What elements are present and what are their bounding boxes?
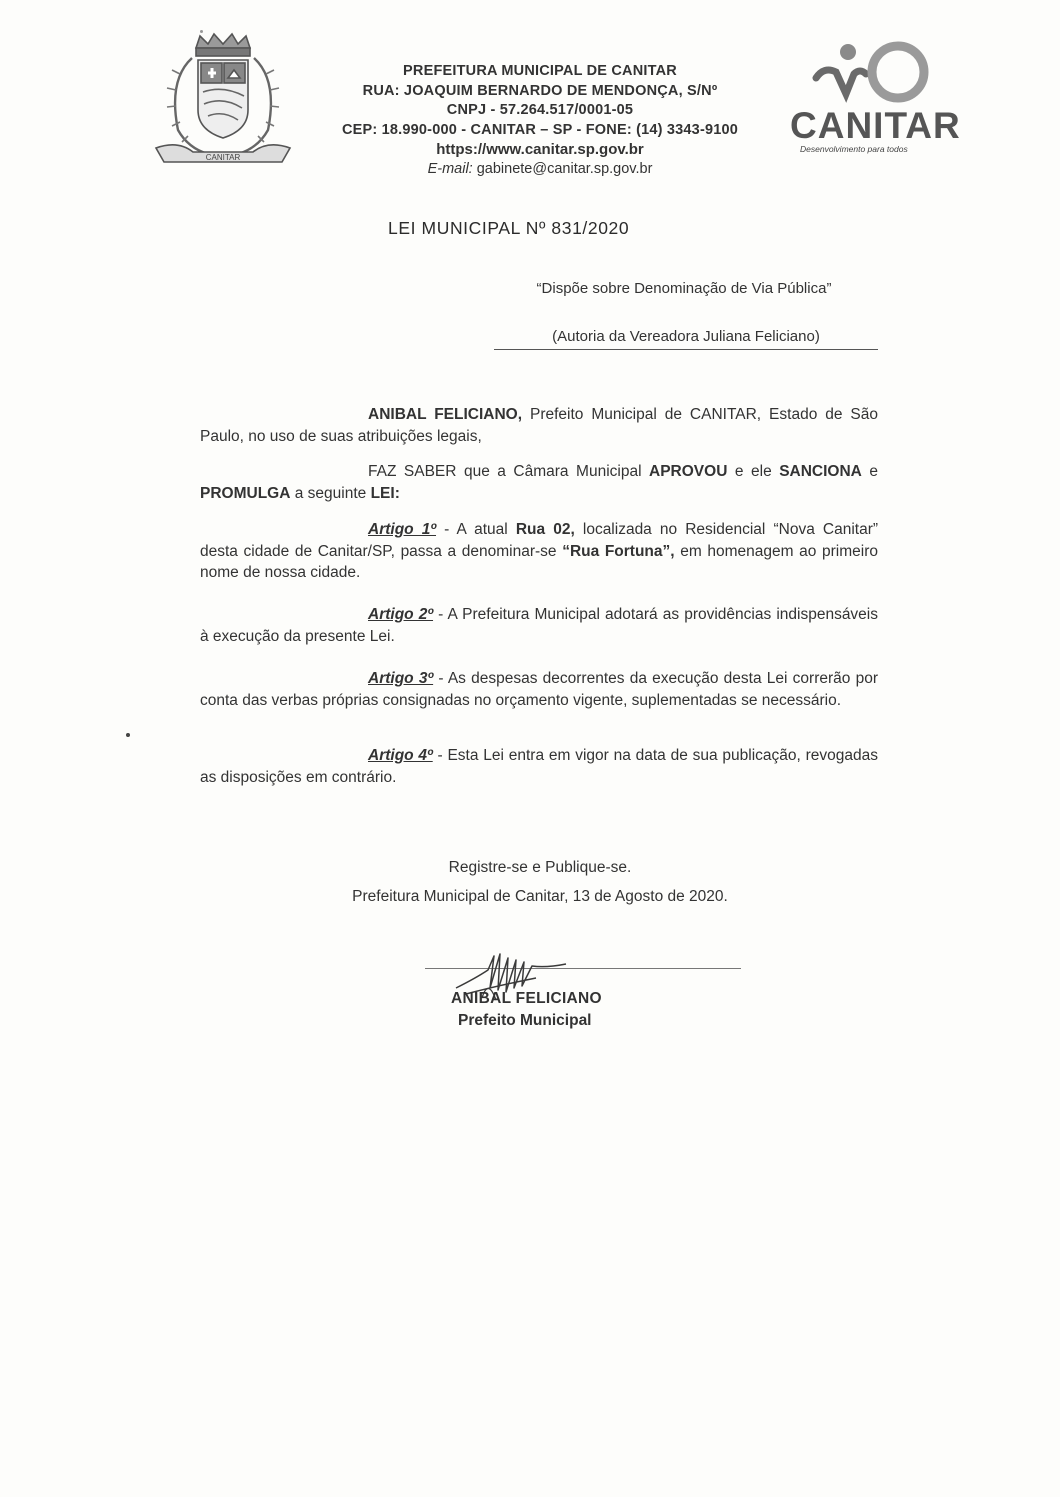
scan-speck (126, 733, 130, 737)
enactment-text-1: FAZ SABER que a Câmara Municipal (368, 463, 642, 480)
article-4 (200, 745, 878, 788)
enactment-aprovou: APROVOU (649, 463, 728, 480)
preamble-paragraph (200, 404, 878, 447)
article-3-label: Artigo 3º (368, 670, 434, 687)
enactment-paragraph (200, 461, 878, 504)
mayor-name: ANIBAL FELICIANO, (368, 406, 523, 423)
article-1-label: Artigo 1º (368, 521, 437, 538)
article-1-old-street: Rua 02, (515, 521, 575, 538)
article-2 (200, 604, 878, 647)
signer-name: ANIBAL FELICIANO (451, 990, 602, 1007)
enactment-promulga: PROMULGA (200, 484, 291, 502)
email-line (290, 160, 790, 180)
article-1 (200, 519, 878, 584)
closing-place-date: Prefeitura Municipal de Canitar, 13 de Agosto de 2020. (352, 888, 728, 905)
article-2-text: - A Prefeitura Municipal adotará as providências indispensáveis à execução da presente Lei. (200, 606, 878, 645)
logo-wordmark: CANITAR (790, 105, 961, 146)
closing-registre: Registre-se e Publique-se. (448, 859, 632, 876)
letterhead (290, 62, 790, 179)
article-3-text: - As despesas decorrentes da execução desta Lei correrão por conta das verbas próprias consignadas no orçamento vigente, suplementadas se necessário. (200, 670, 878, 709)
letterhead-line-3: CNPJ - 57.264.517/0001-05 (446, 102, 634, 118)
email-link[interactable]: gabinete@canitar.sp.gov.br (476, 160, 653, 177)
article-1-text-b: localizada no Residencial “Nova Canitar” desta cidade de Canitar/SP, passa a denominar-se (200, 521, 879, 560)
article-1-new-street: “Rua Fortuna”, (562, 542, 675, 560)
scan-speck (200, 30, 203, 33)
article-1-text-a: - A atual (444, 521, 508, 538)
article-4-label: Artigo 4º (368, 747, 433, 764)
article-3 (200, 668, 878, 711)
enactment-text-3: e (869, 463, 878, 480)
canitar-logo-icon (786, 38, 974, 156)
law-authorship: (Autoria da Vereadora Juliana Feliciano) (494, 328, 878, 350)
letterhead-line-4: CEP: 18.990-000 - CANITAR – SP - FONE: (14) 3343-9100 (341, 121, 739, 138)
enactment-sanciona: SANCIONA (779, 463, 862, 480)
letterhead-line-1: PREFEITURA MUNICIPAL DE CANITAR (403, 63, 677, 79)
enactment-text-2: e ele (734, 463, 772, 480)
website-link[interactable]: https://www.canitar.sp.gov.br (436, 141, 644, 158)
article-4-text: - Esta Lei entra em vigor na data de sua publicação, revogadas as disposições em contrário. (200, 747, 878, 786)
article-2-label: Artigo 2º (368, 606, 434, 623)
law-title: LEI MUNICIPAL Nº 831/2020 (388, 218, 630, 238)
article-1-text-c: em homenagem ao primeiro nome de nossa cidade. (200, 542, 878, 581)
coat-of-arms-icon (148, 30, 298, 170)
coat-banner-text: CANITAR (205, 153, 241, 162)
preamble-text: Prefeito Municipal de CANITAR, Estado de São Paulo, no uso de suas atribuições legais, (200, 406, 879, 445)
enactment-lei: LEI: (370, 484, 400, 502)
signer-role: Prefeito Municipal (458, 1012, 592, 1029)
email-label: E-mail: (427, 160, 473, 177)
logo-tagline: Desenvolvimento para todos (800, 144, 908, 154)
letterhead-line-2: RUA: JOAQUIM BERNARDO DE MENDONÇA, S/Nº (362, 82, 718, 99)
law-summary: “Dispõe sobre Denominação de Via Pública” (536, 280, 832, 297)
enactment-text-4: a seguinte (294, 484, 367, 502)
